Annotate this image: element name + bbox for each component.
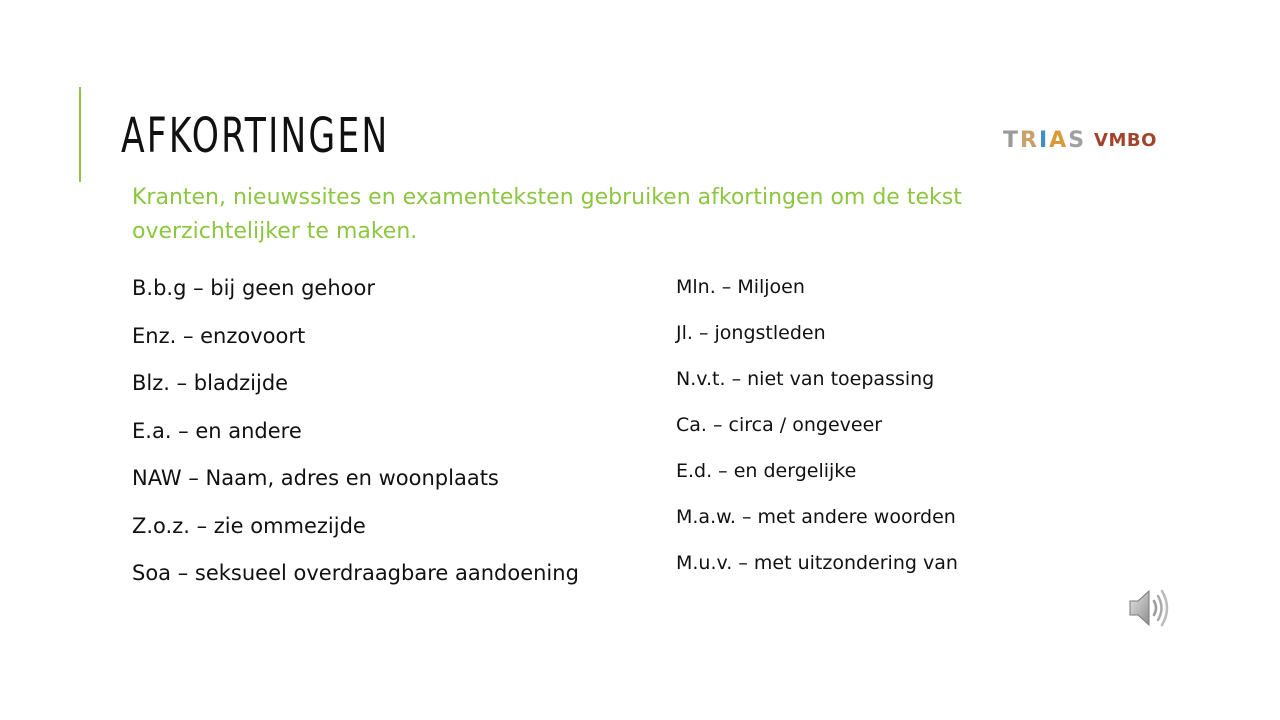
speaker-icon[interactable]	[1126, 586, 1174, 630]
logo-letter: I	[1038, 127, 1050, 153]
list-item: B.b.g – bij geen gehoor	[132, 276, 375, 300]
list-item: Mln. – Miljoen	[676, 276, 805, 298]
list-item: Blz. – bladzijde	[132, 371, 289, 395]
logo-letter: R	[1020, 127, 1039, 153]
list-item: E.d. – en dergelijke	[676, 460, 857, 482]
list-item: Soa – seksueel overdraagbare aandoening	[132, 561, 579, 585]
list-item: N.v.t. – niet van toepassing	[676, 368, 935, 390]
slide-subtitle: Kranten, nieuwssites en examenteksten gebruiken afkortingen om de tekst overzichtelijker te maken.	[132, 185, 962, 244]
abbreviation-list-left	[132, 269, 579, 602]
list-item: M.u.v. – met uitzondering van	[676, 552, 958, 574]
logo-suffix: VMBO	[1094, 129, 1157, 151]
logo-word	[1003, 128, 1086, 153]
logo-letter: A	[1049, 127, 1069, 153]
list-item: E.a. – en andere	[132, 418, 302, 443]
accent-line	[79, 87, 81, 182]
list-item: Enz. – enzovoort	[132, 323, 306, 348]
logo-letter: T	[1003, 127, 1021, 153]
list-item: Jl. – jongstleden	[676, 322, 826, 344]
list-item: Z.o.z. – zie ommezijde	[132, 513, 366, 538]
logo-letter: S	[1068, 127, 1087, 153]
slide-title: AFKORTINGEN	[121, 108, 390, 164]
abbreviation-list-right	[676, 270, 958, 592]
list-item: NAW – Naam, adres en woonplaats	[132, 466, 499, 490]
trias-vmbo-logo	[1003, 126, 1157, 154]
list-item: Ca. – circa / ongeveer	[676, 414, 883, 436]
list-item: M.a.w. – met andere woorden	[676, 506, 956, 528]
speaker-icon-graphic	[1126, 586, 1174, 630]
